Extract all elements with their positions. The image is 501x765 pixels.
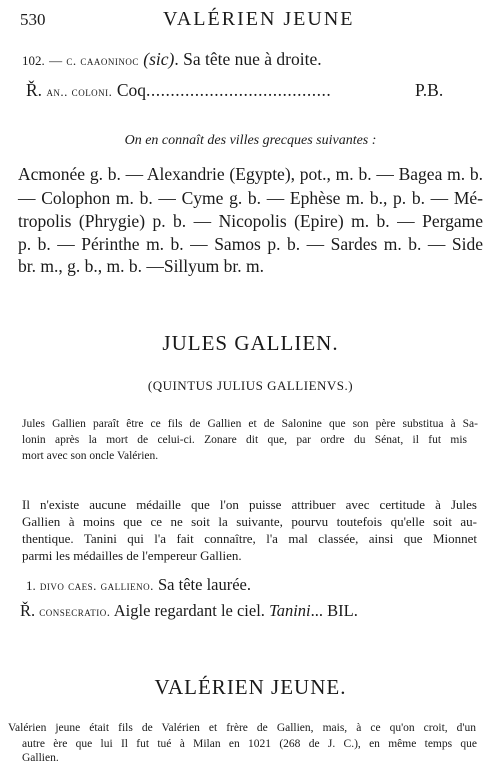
greek-cities-line-4: p. b. — Périnthe m. b. — Samos p. b. — Sardes m. b. — Side bbox=[18, 234, 483, 254]
entry-102-reverse bbox=[26, 80, 331, 101]
valerien-para-line-2: autre ère que lui Il fut tué à Milan en 1021 (268 de J. C.), en même temps que bbox=[22, 738, 477, 750]
valerien-para-line-3: Gallien. bbox=[22, 752, 59, 764]
entry-1-reverse bbox=[20, 601, 358, 621]
reverse-mark: Ř. bbox=[26, 80, 43, 100]
section-subtitle-jules-gallien: (QUINTUS JULIUS GALLIENVS.) bbox=[147, 378, 354, 393]
source-trailing-dots: ... bbox=[310, 601, 324, 620]
valerien-para-line-1: Valérien jeune était fils de Valérien et frère de Gallien, mais, à ce qu'on croit, d'un bbox=[8, 722, 476, 734]
obverse-description: Sa tête laurée. bbox=[158, 575, 251, 594]
bio-para-2-line-1: Il n'existe aucune médaille que l'on puisse attribuer avec certitude à Jules bbox=[22, 497, 477, 512]
source-reference: Tanini bbox=[269, 601, 311, 620]
obverse-legend: — c. caaoninoc bbox=[49, 53, 139, 68]
entry-1-obverse bbox=[26, 575, 251, 595]
greek-cities-line-2: — Colophon m. b. — Cyme g. b. — Ephèse m. b., p. b. — Mé- bbox=[18, 188, 483, 208]
page-number: 530 bbox=[20, 10, 46, 29]
leader-dots: ...................................... bbox=[146, 80, 332, 100]
greek-cities-intro: On en connaît des villes grecques suivantes : bbox=[124, 133, 377, 148]
reverse-legend: consecratio. bbox=[39, 604, 111, 619]
rarity-mark: P.B. bbox=[415, 80, 444, 100]
bio-para-2-line-4: parmi les médailles de l'empereur Gallien. bbox=[22, 548, 242, 563]
obverse-description: . Sa tête nue à droite. bbox=[174, 49, 322, 69]
bio-para-1-line-2: lonin après la mort de celui-ci. Zonare dit que, par ordre du Sénat, il fut mis bbox=[22, 434, 467, 446]
reverse-legend: an.. coloni. bbox=[46, 84, 113, 99]
reverse-description: Aigle regardant le ciel. bbox=[113, 601, 265, 620]
bio-para-1-line-1: Jules Gallien paraît être ce fils de Gallien et de Salonine que son père substitua à Sa- bbox=[22, 418, 478, 430]
running-title: VALÉRIEN JEUNE bbox=[163, 8, 355, 30]
metal-mark: BIL. bbox=[327, 601, 358, 620]
entry-number: 1. bbox=[26, 578, 36, 593]
reverse-description: Coq bbox=[116, 80, 146, 100]
bio-para-2-line-3: thentique. Tanini qui l'a fait connaître, l'a mal classée, ainsi que Mionnet bbox=[22, 531, 477, 546]
section-title-valerien-jeune: VALÉRIEN JEUNE. bbox=[154, 675, 347, 699]
sic-note: (sic) bbox=[143, 49, 175, 69]
greek-cities-line-3: tropolis (Phrygie) p. b. — Nicopolis (Epire) m. b. — Pergame bbox=[18, 211, 483, 231]
entry-102-obverse bbox=[22, 49, 322, 70]
greek-cities-line-5: br. m., g. b., m. b. —Sillyum br. m. bbox=[18, 256, 264, 276]
bio-para-1-line-3: mort avec son oncle Valérien. bbox=[22, 450, 159, 462]
entry-number: 102. bbox=[22, 53, 45, 68]
greek-cities-line-1: Acmonée g. b. — Alexandrie (Egypte), pot., m. b. — Bagea m. b. bbox=[18, 164, 483, 184]
section-title-jules-gallien: JULES GALLIEN. bbox=[162, 331, 339, 355]
reverse-mark: Ř. bbox=[20, 601, 36, 620]
bio-para-2-line-2: Gallien à moins que ce ne soit la suivante, pourvu toutefois qu'elle soit au- bbox=[22, 514, 477, 529]
obverse-legend: divo caes. gallieno. bbox=[39, 578, 154, 593]
